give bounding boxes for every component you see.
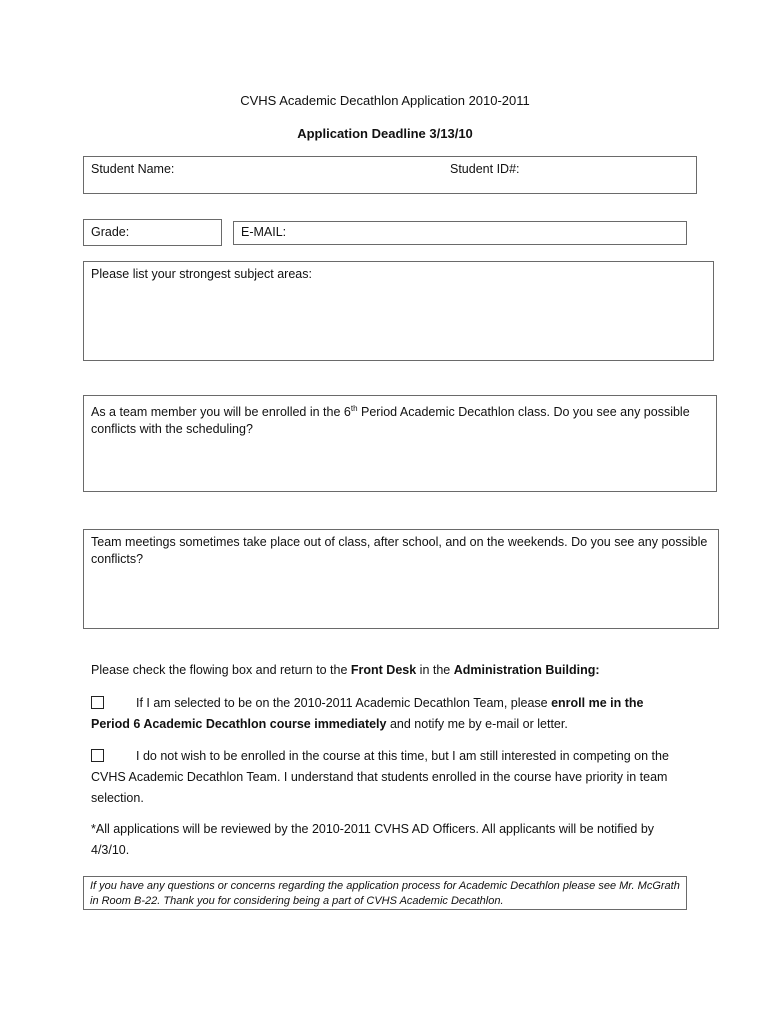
student-name-label: Student Name: bbox=[91, 162, 175, 176]
contact-note-text: If you have any questions or concerns regarding the application process for Academic Decathlon please see Mr. McGrath in Room B-22. Thank you for considering being a part of CVHS Academic Decathlon. bbox=[90, 880, 680, 907]
review-note: *All applications will be reviewed by the 2010-2011 CVHS AD Officers. All applicants will be notified by 4/3/10. bbox=[91, 822, 655, 857]
instructions-line: Please check the flowing box and return to the Front Desk in the Administration Building: bbox=[91, 663, 600, 677]
student-name-id-box[interactable] bbox=[83, 156, 697, 194]
scheduling-conflicts-field[interactable] bbox=[83, 395, 717, 492]
meeting-conflicts-field[interactable] bbox=[83, 529, 719, 629]
enroll-checkbox[interactable] bbox=[91, 696, 104, 709]
email-label: E-MAIL: bbox=[241, 225, 287, 239]
grade-label: Grade: bbox=[91, 225, 130, 239]
email-field[interactable] bbox=[233, 221, 687, 245]
scheduling-question: As a team member you will be enrolled in the 6th Period Academic Decathlon class. Do you see any possible conflicts with the scheduling? bbox=[91, 404, 690, 437]
grade-field[interactable] bbox=[83, 219, 222, 246]
enroll-option: If I am selected to be on the 2010-2011 Academic Decathlon Team, please enroll me in the Period 6 Academic Decathlon course immediately and notify me by e-mail or letter. bbox=[91, 696, 644, 731]
contact-note bbox=[83, 876, 687, 910]
page-title: CVHS Academic Decathlon Application 2010-2011 bbox=[240, 93, 530, 108]
application-deadline: Application Deadline 3/13/10 bbox=[297, 126, 473, 141]
compete-only-checkbox[interactable] bbox=[91, 749, 104, 762]
subject-areas-label: Please list your strongest subject areas: bbox=[91, 267, 312, 281]
student-id-label: Student ID#: bbox=[450, 162, 520, 176]
subject-areas-field[interactable] bbox=[83, 261, 714, 361]
meeting-question: Team meetings sometimes take place out of class, after school, and on the weekends. Do you see any possible conflicts? bbox=[91, 535, 708, 566]
compete-only-option: I do not wish to be enrolled in the course at this time, but I am still interested in competing on the CVHS Academic Decathlon Team. I understand that students enrolled in the course have priority in team selection. bbox=[91, 749, 669, 805]
